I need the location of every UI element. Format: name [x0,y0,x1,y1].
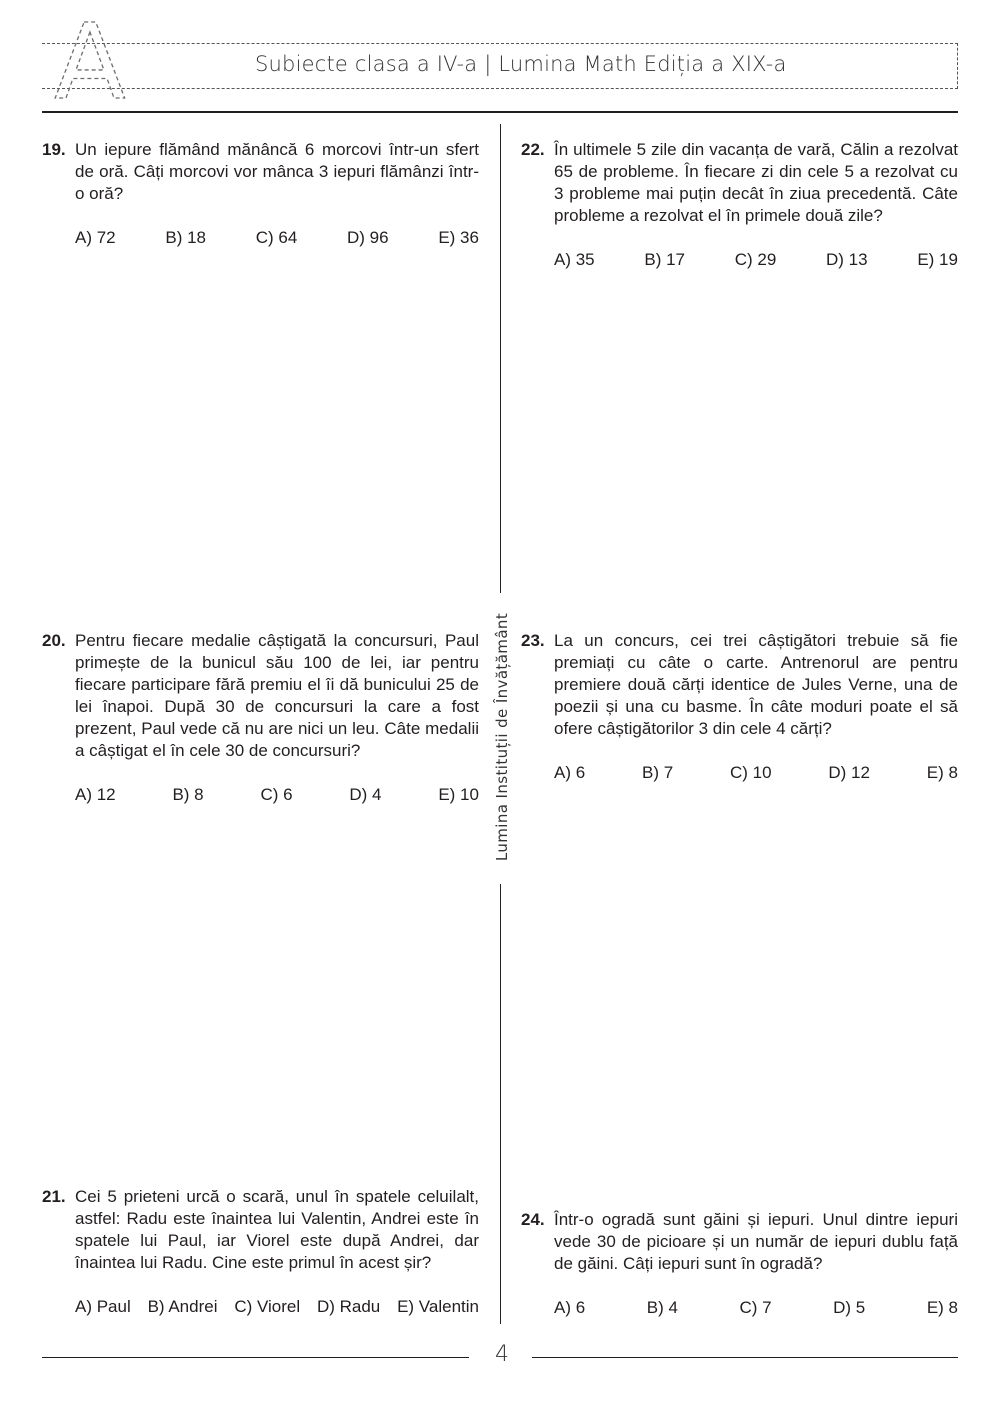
answer-option-a: A) 35 [554,250,595,269]
answer-option-c: C) Viorel [234,1297,301,1316]
answer-option-a: A) 12 [75,785,116,804]
answer-options [554,1297,958,1319]
svg-text:A: A [54,14,126,104]
problem-23 [521,630,958,784]
logo-letter-a [40,14,140,104]
answer-option-b: B) 18 [165,228,206,247]
answer-option-d: D) 96 [347,228,389,247]
header-title: Subiecte clasa a IV-a | Lumina Math Ediția a XIX-a [255,52,787,76]
problem-text: Cei 5 prieteni urcă o scară, unul în spatele celuilalt, astfel: Radu este înaintea lui Valentin, Andrei este în spatele lui Paul, iar Viorel este după Andrei, dar înaintea lui Radu. Cine este primul în acest șir? [75,1187,479,1272]
answer-option-e: E) 19 [917,250,958,269]
answer-options [75,227,479,249]
answer-option-d: D) 5 [833,1298,866,1317]
answer-option-e: E) 8 [926,763,958,782]
answer-option-b: B) 17 [644,250,685,269]
column-divider-top [500,124,501,593]
page-number: 4 [495,1342,509,1367]
answer-option-e: E) 10 [438,785,479,804]
problem-19 [42,139,479,249]
header-rule [42,111,958,113]
answer-option-b: B) 4 [646,1298,678,1317]
side-text-vertical: Lumina Instituții de Învățământ [493,612,511,862]
answer-option-e: E) Valentin [397,1297,479,1316]
answer-options [75,784,479,806]
answer-option-d: D) Radu [316,1297,381,1316]
column-divider-bottom [500,884,501,1324]
answer-option-e: E) 36 [438,228,479,247]
problem-text: Într-o ogradă sunt găini și iepuri. Unul dintre iepuri vede 30 de picioare și un număr de iepuri dublu față de găini. Câți iepuri sunt în ogradă? [554,1210,958,1273]
problem-20 [42,630,479,806]
problem-24 [521,1209,958,1319]
answer-option-a: A) 6 [554,763,586,782]
answer-option-c: C) 64 [255,228,298,247]
answer-option-b: B) 7 [642,763,674,782]
problem-text: Un iepure flămând mănâncă 6 morcovi într-un sfert de oră. Câți morcovi vor mânca 3 iepuri flămânzi într-o oră? [75,140,479,203]
answer-options [554,762,958,784]
answer-option-d: D) 12 [828,763,870,782]
answer-option-b: B) Andrei [147,1297,218,1316]
answer-option-d: D) 13 [826,250,868,269]
answer-option-c: C) 7 [739,1298,772,1317]
answer-option-c: C) 6 [260,785,293,804]
problem-number: 19. [42,140,66,159]
problem-number: 21. [42,1187,66,1206]
answer-option-b: B) 8 [172,785,204,804]
problem-text: Pentru fiecare medalie câștigată la concursuri, Paul primește de la bunicul său 100 de lei, iar pentru fiecare participare fără premiu el îi dă bunicului 25 de lei înapoi. După 30 de concursuri la care a fost prezent, Paul vede că nu are nici un leu. Câte medalii a câștigat el în cele 30 de concursuri? [75,631,479,760]
answer-options [75,1296,479,1318]
answer-option-a: A) Paul [75,1297,131,1316]
answer-option-c: C) 10 [730,763,772,782]
answer-option-a: A) 6 [554,1298,586,1317]
problem-text: În ultimele 5 zile din vacanța de vară, Călin a rezolvat 65 de probleme. În fiecare zi din cele 5 a rezolvat cu 3 probleme mai puțin decât în ziua precedentă. Câte probleme a rezolvat el în primele două zile? [554,140,958,225]
footer-rule-left [42,1357,469,1358]
problem-number: 23. [521,631,545,650]
answer-options [554,249,958,271]
answer-option-a: A) 72 [75,228,116,247]
problem-number: 20. [42,631,66,650]
problem-21 [42,1186,479,1318]
footer-rule-right [532,1357,958,1358]
answer-option-d: D) 4 [349,785,382,804]
answer-option-e: E) 8 [926,1298,958,1317]
answer-option-c: C) 29 [734,250,777,269]
problem-number: 22. [521,140,545,159]
problem-number: 24. [521,1210,545,1229]
problem-22 [521,139,958,271]
problem-text: La un concurs, cei trei câștigători trebuie să fie premiați cu câte o carte. Antrenorul are pentru premiere două cărți identice de Jules Verne, una de poezii și una cu basme. În câte moduri poate el să ofere câștigătorilor 3 din cele 4 cărți? [554,631,958,738]
